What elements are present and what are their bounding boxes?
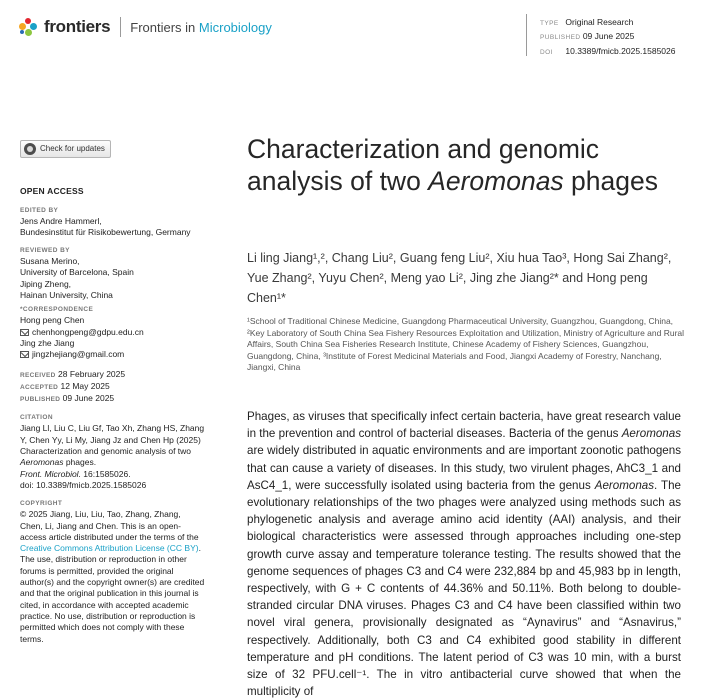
abstract: Phages, as viruses that specifically infect certain bacteria, have great research value in the prevention and control of bacterial diseases. Bacteria of the genus Aeromonas are widely distributed in aquatic environments and are important zoonotic pathogens that can cause a variety of diseases. In this study, two virulent phages, AhC3_1 and AsC4_1, were successfully isolated using bacteria from the genus Aeromonas. The evolutionary relationships of the two phages were analyzed using methods such as phylogenetic analysis and average amino acid identity (AAI) analysis, and their biological characteristics were assessed through approaches including one-step growth curve assay and temperature tolerance testing. The results showed that the genome sequences of phages C3 and C4 were 232,884 bp and 45,983 bp in length, respectively, with G + C contents of 44.36% and 50.11%. Both belong to double-stranded circular DNA viruses. Phages C3 and C4 have been classified within two novel viral genera, provisionally designated as “Aynavirus” and “Asnavirus,” respectively. Additionally, both C3 and C4 exhibited good stability in different temperature and pH conditions. The latent period of C3 was 10 min, with a burst size of 32 PFU.cell⁻¹. The in vitro antibacterial curve showed that when the multiplicity of (247, 410, 681, 699)
header-divider (120, 17, 121, 37)
email-icon (20, 351, 29, 358)
dates-section: RECEIVED 28 February 2025 ACCEPTED 12 May 2025 PUBLISHED 09 June 2025 (20, 368, 126, 404)
open-access-label: OPEN ACCESS (20, 186, 84, 197)
meta-divider (526, 14, 527, 56)
type-label: TYPE (540, 20, 559, 27)
email-icon (20, 329, 29, 336)
cc-by-license-link[interactable]: Creative Commons Attribution License (CC BY) (20, 543, 199, 554)
correspondence-section: *CORRESPONDENCE Hong peng Chen chenhongpeng@gdpu.edu.cn Jing zhe Jiang jingzhejiang@gmail.com (20, 306, 144, 360)
article-title: Characterization and genomic analysis of two Aeromonas phages (247, 134, 658, 196)
check-updates-button[interactable]: Check for updates (20, 140, 111, 158)
email-link-jiang[interactable]: jingzhejiang@gmail.com (32, 349, 125, 360)
frontiers-logo-icon (18, 17, 38, 37)
edited-by-section: EDITED BY Jens Andre Hammerl, Bundesinstitut für Risikobewertung, Germany (20, 206, 191, 237)
published-label: PUBLISHED (540, 34, 581, 42)
affiliations: ¹School of Traditional Chinese Medicine, Guangdong Pharmaceutical University, Guangzhou, Guangdong, China, ²Key Laboratory of South China Sea Fishery Resources Exploitation and Utilization, Ministry of Agriculture and Rural Affairs, South China Sea Fisheries Research Institute, Chinese Academy of Fishery Sciences, Guangzhou, Guangdong, China, ³Institute of Forest Medicinal Materials and Food, Jiangxi Academy of Forestry, Nanchang, Jiangxi, China (247, 316, 685, 373)
citation-doi[interactable]: doi: 10.3389/fmicb.2025.1585026 (20, 479, 147, 490)
article-sidebar (20, 140, 205, 645)
doi-value[interactable]: 10.3389/fmicb.2025.1585026 (565, 45, 676, 56)
email-link-chen[interactable]: chenhongpeng@gdpu.edu.cn (32, 326, 144, 337)
article-meta (540, 16, 676, 59)
author-list[interactable]: Li ling Jiang¹,², Chang Liu², Guang feng Liu², Xiu hua Tao³, Hong Sai Zhang², Yue Zhang², Yuyu Chen², Meng yao Li², Jing zhe Jiang²* and Hong peng Chen¹* (247, 251, 672, 305)
brand-name: frontiers (44, 17, 111, 36)
journal-name[interactable]: Frontiers in Microbiology (130, 19, 272, 35)
doi-label: DOI (540, 48, 553, 56)
type-value: Original Research (565, 17, 634, 27)
frontiers-logo[interactable] (18, 17, 272, 37)
copyright-section: COPYRIGHT © 2025 Jiang, Liu, Liu, Tao, Zhang, Zhang, Chen, Li, Jiang and Chen. This is an open-access article distributed under the terms of the Creative Commons Attribution License (CC BY). The use, distribution or reproduction in other forums is permitted, provided the original author(s) and the copyright owner(s) are credited and that the original publication in this journal is cited, in accordance with accepted academic practice. No use, distribution or reproduction is permitted which does not comply with these terms. (20, 500, 205, 644)
citation-section: CITATION Jiang Ll, Liu C, Liu Gf, Tao Xh, Zhang HS, Zhang Y, Chen Yy, Li My, Jiang Jz and Chen Hp (2025) Characterization and genomic analysis of two Aeromonas phages. Front. Microbiol. 16:1585026. doi: 10.3389/fmicb.2025.1585026 (20, 414, 205, 490)
published-value: 09 June 2025 (582, 31, 635, 42)
check-updates-icon (24, 143, 36, 155)
reviewed-by-section: REVIEWED BY Susana Merino, University of Barcelona, Spain Jiping Zheng, Hainan University, China (20, 247, 134, 301)
